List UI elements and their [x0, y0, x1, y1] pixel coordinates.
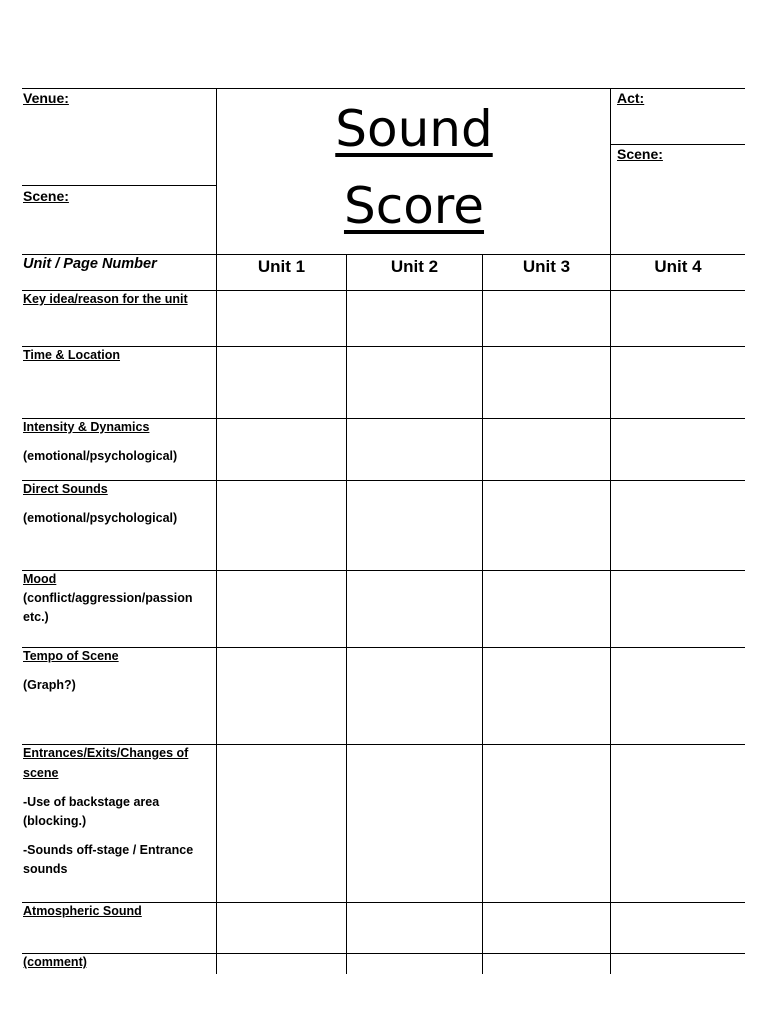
row-note-intensity-dynamics: (emotional/psychological) [23, 449, 178, 463]
row-note-mood-1: (conflict/aggression/passion [23, 591, 193, 605]
row-divider-9 [22, 953, 745, 954]
row-divider-3 [22, 418, 745, 419]
row-label-mood: Mood [23, 572, 57, 586]
row-note-entrances-4: sounds [23, 862, 68, 876]
row-note-direct-sounds: (emotional/psychological) [23, 511, 178, 525]
row-divider-4 [22, 480, 745, 481]
row-note-entrances-3: -Sounds off-stage / Entrance [23, 843, 194, 857]
row-divider-7 [22, 744, 745, 745]
row-note-entrances-1: -Use of backstage area [23, 795, 160, 809]
column-header-unit-2: Unit 2 [390, 257, 439, 276]
row-header-label: Unit / Page Number [23, 256, 157, 272]
row-note-entrances-2: (blocking.) [23, 814, 87, 828]
row-divider-6 [22, 647, 745, 648]
column-header-unit-3: Unit 3 [522, 257, 571, 276]
title-line-1: Sound [335, 100, 493, 158]
unit2-unit3-border [482, 254, 483, 974]
row-divider-8 [22, 902, 745, 903]
top-border [22, 88, 745, 89]
scene-label-right: Scene: [617, 146, 663, 162]
title-line-2: Score [343, 177, 485, 235]
row-label-atmospheric-sound: Atmospheric Sound [23, 904, 142, 918]
row-label-direct-sounds: Direct Sounds [23, 482, 108, 496]
row-divider-1 [22, 290, 745, 291]
row-label-tempo: Tempo of Scene [23, 649, 119, 663]
row-label-entrances-2: scene [23, 766, 59, 780]
row-divider-5 [22, 570, 745, 571]
table-header-top [22, 254, 745, 255]
row-note-mood-2: etc.) [23, 610, 49, 624]
unit1-unit2-border [346, 254, 347, 974]
row-label-entrances-1: Entrances/Exits/Changes of [23, 746, 189, 760]
column-header-unit-4: Unit 4 [654, 257, 702, 276]
row-label-comment: (comment) [23, 955, 87, 969]
venue-label: Venue: [23, 90, 69, 106]
column-header-unit-1: Unit 1 [257, 257, 306, 276]
venue-scene-divider [22, 185, 217, 186]
row-divider-2 [22, 346, 745, 347]
row-label-intensity-dynamics: Intensity & Dynamics [23, 420, 150, 434]
row-label-time-location: Time & Location [23, 348, 121, 362]
act-scene-divider [611, 144, 745, 145]
row-label-key-idea: Key idea/reason for the unit [23, 292, 188, 306]
act-label: Act: [617, 90, 645, 106]
row-note-tempo: (Graph?) [23, 678, 76, 692]
scene-label-left: Scene: [23, 188, 69, 204]
